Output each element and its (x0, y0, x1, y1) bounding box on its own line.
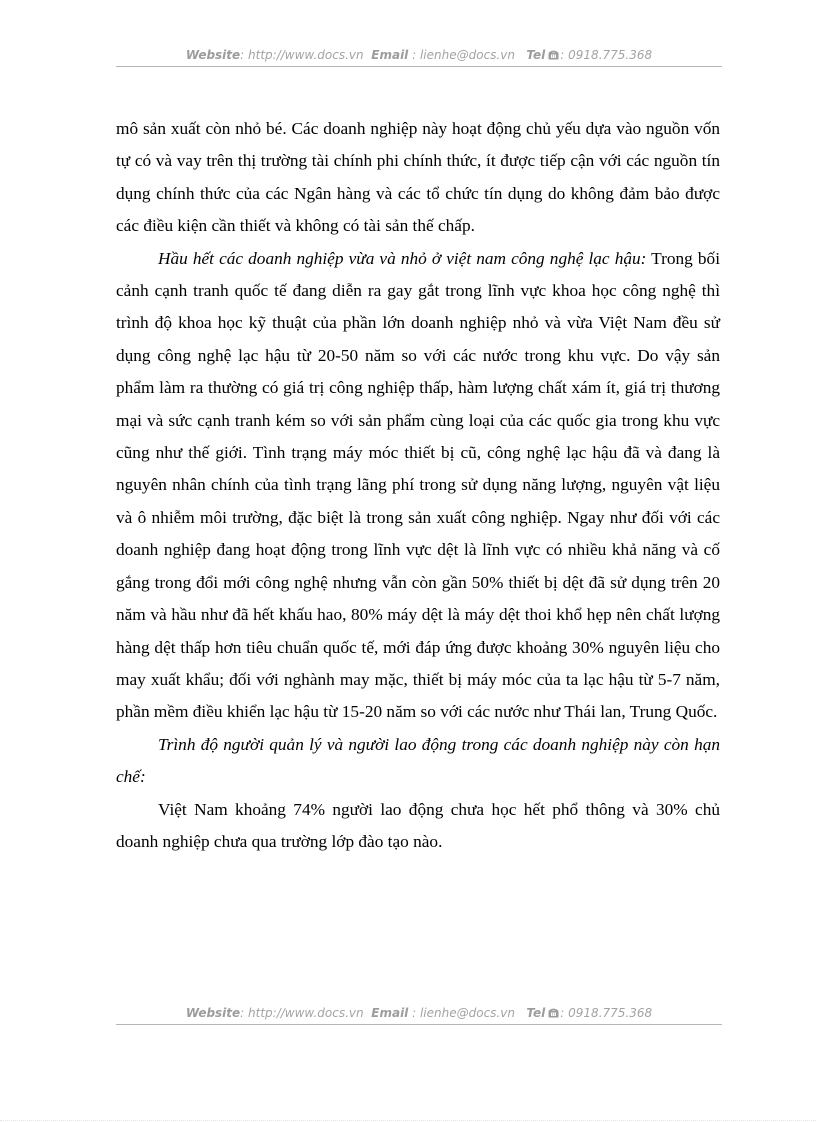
paragraph-4: Việt Nam khoảng 74% người lao động chưa học hết phổ thông và 30% chủ doanh nghiệp chưa qua trường lớp đào tạo nào. (116, 799, 720, 851)
header-website-label: Website (185, 48, 241, 62)
telephone-icon (548, 50, 559, 60)
footer-email-label: Email (371, 1006, 409, 1020)
header-tel-label: Tel (526, 48, 546, 62)
paragraph-2-text: Trong bối cảnh cạnh tranh quốc tế đang diễn ra gay gắt trong lĩnh vực khoa học công nghệ thì trình độ khoa học kỹ thuật của phần lớn doanh nghiệp nhỏ và vừa Việt Nam đều sử dụng công nghệ lạc hậu từ 20-50 năm so với các nước trong khu vực. Do vậy sản phẩm làm ra thường có giá trị công nghiệp thấp, hàm lượng chất xám ít, giá trị thương mại và sức cạnh tranh kém so với sản phẩm cùng loại của các quốc gia trong khu vực cũng như thế giới. Tình trạng máy móc thiết bị cũ, công nghệ lạc hậu đã và đang là nguyên nhân chính của tình trạng lãng phí trong sử dụng năng lượng, nguyên vật liệu và ô nhiễm môi trường, đặc biệt là trong sản xuất công nghiệp. Ngay như đối với các doanh nghiệp đang hoạt động trong lĩnh vực dệt là lĩnh vực có nhiều khả năng và cố gắng trong đổi mới công nghệ nhưng vẫn còn gần 50% thiết bị dệt đã sử dụng trên 20 năm và hầu như đã hết khấu hao, 80% máy dệt là máy dệt thoi khổ hẹp nên chất lượng hàng dệt thấp hơn tiêu chuẩn quốc tế, mới đáp ứng được khoảng 30% nguyên liệu cho may xuất khẩu; đối với nghành may mặc, thiết bị máy móc của ta lạc hậu từ 5-7 năm, phần mềm điều khiển lạc hậu từ 15-20 năm so với các nước như Thái lan, Trung Quốc. (116, 248, 720, 722)
header-email-label: Email (371, 48, 409, 62)
footer-website-link[interactable]: : http://www.docs.vn (240, 1006, 364, 1020)
footer-tel-value: : 0918.775.368 (560, 1006, 653, 1020)
header-website-link[interactable]: : http://www.docs.vn (240, 48, 364, 62)
footer-email-link[interactable]: : lienhe@docs.vn (408, 1006, 515, 1020)
footer-rule (116, 1024, 722, 1025)
footer-website-label: Website (185, 1006, 241, 1020)
page-edge (0, 1120, 816, 1121)
telephone-icon (548, 1008, 559, 1018)
page-header (116, 48, 722, 68)
footer-tel-label: Tel (526, 1006, 546, 1020)
paragraph-3-heading: Trình độ người quản lý và người lao động trong các doanh nghiệp này còn hạn chế: (116, 734, 720, 787)
paragraph-2-heading: Hầu hết các doanh nghiệp vừa và nhỏ ở việt nam công nghệ lạc hậu: (158, 248, 647, 268)
paragraph-2 (116, 243, 720, 729)
document-body (116, 113, 720, 858)
page-footer (116, 1006, 722, 1026)
header-tel-value: : 0918.775.368 (560, 48, 653, 62)
header-rule (116, 66, 722, 67)
paragraph-1: mô sản xuất còn nhỏ bé. Các doanh nghiệp này hoạt động chủ yếu dựa vào nguồn vốn tự có và vay trên thị trường tài chính phi chính thức, ít được tiếp cận với các nguồn tín dụng chính thức của các Ngân hàng và các tổ chức tín dụng do không đảm bảo được các điều kiện cần thiết và không có tài sản thế chấp. (116, 119, 720, 236)
header-email-link[interactable]: : lienhe@docs.vn (408, 48, 515, 62)
